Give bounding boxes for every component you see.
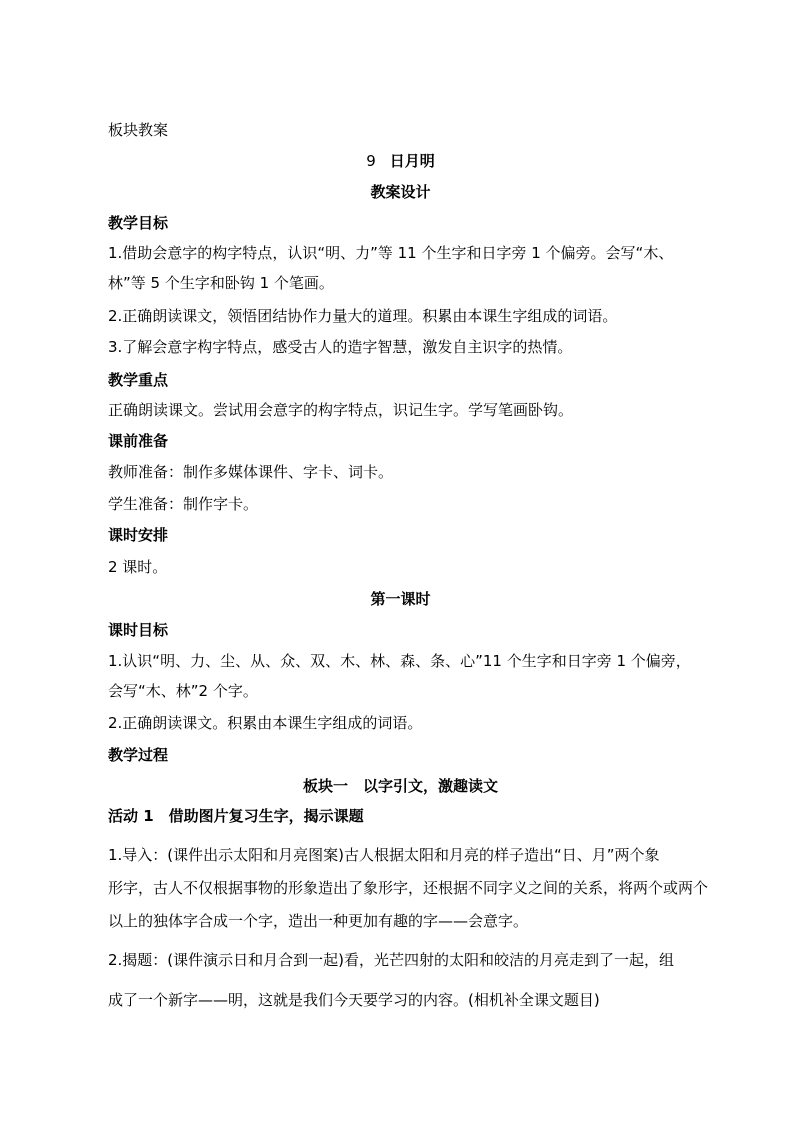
- lesson-number: 9: [366, 152, 376, 170]
- paragraph-line-1: 1.导入：(课件出示太阳和月亮图案)古人根据太阳和月亮的样子造出“日、月”两个象: [108, 846, 660, 864]
- goal-line-2: 林”等 5 个生字和卧钩 1 个笔画。: [108, 274, 334, 292]
- lesson-title-text: 日月明: [389, 152, 435, 170]
- first-period-heading: 第一课时: [370, 590, 431, 608]
- paragraph-line-5: 成了一个新字——明，这就是我们今天要学习的内容。(相机补全课文题目): [108, 991, 600, 1009]
- block-heading: 板块一 以字引文，激趣读文: [302, 777, 498, 795]
- design-heading: 教案设计: [370, 183, 431, 201]
- period-goal-line-2: 会写“木、林”2 个字。: [108, 682, 258, 700]
- schedule-heading: 课时安排: [108, 526, 169, 544]
- goal-line-1: 1.借助会意字的构字特点，认识“明、力”等 11 个生字和日字旁 1 个偏旁。会写“木、: [108, 244, 674, 262]
- key-points-heading: 教学重点: [108, 371, 169, 389]
- key-points-text: 正确朗读课文。尝试用会意字的构字特点，识记生字。学写笔画卧钩。: [108, 401, 574, 419]
- paragraph-line-3: 以上的独体字合成一个字，造出一种更加有趣的字——会意字。: [108, 912, 529, 930]
- period-goal-line-1: 1.认识“明、力、尘、从、众、双、木、林、森、条、心”11 个生字和日字旁 1 个偏旁，: [108, 652, 691, 670]
- period-goals-heading: 课时目标: [108, 621, 169, 639]
- teacher-preparation: 教师准备：制作多媒体课件、字卡、词卡。: [108, 463, 394, 481]
- goals-heading: 教学目标: [108, 214, 169, 232]
- goal-line-3: 2.正确朗读课文，领悟团结协作力量大的道理。积累由本课生字组成的词语。: [108, 307, 618, 325]
- student-preparation: 学生准备：制作字卡。: [108, 495, 259, 513]
- lesson-title: [108, 150, 693, 172]
- goal-line-4: 3.了解会意字构字特点，感受古人的造字智慧，激发自主识字的热情。: [108, 338, 573, 356]
- paragraph-line-4: 2.揭题：(课件演示日和月合到一起)看，光芒四射的太阳和皎洁的月亮走到了一起，组: [108, 951, 675, 969]
- period-goal-line-3: 2.正确朗读课文。积累由本课生字组成的词语。: [108, 714, 423, 732]
- header-label: 板块教案: [108, 121, 169, 139]
- paragraph-line-2: 形字，古人不仅根据事物的形象造出了象形字，还根据不同字义之间的关系，将两个或两个: [108, 879, 709, 897]
- schedule-text: 2 课时。: [108, 558, 168, 576]
- process-heading: 教学过程: [108, 746, 169, 764]
- activity-heading: 活动 1 借助图片复习生字，揭示课题: [108, 807, 364, 825]
- preparation-heading: 课前准备: [108, 432, 169, 450]
